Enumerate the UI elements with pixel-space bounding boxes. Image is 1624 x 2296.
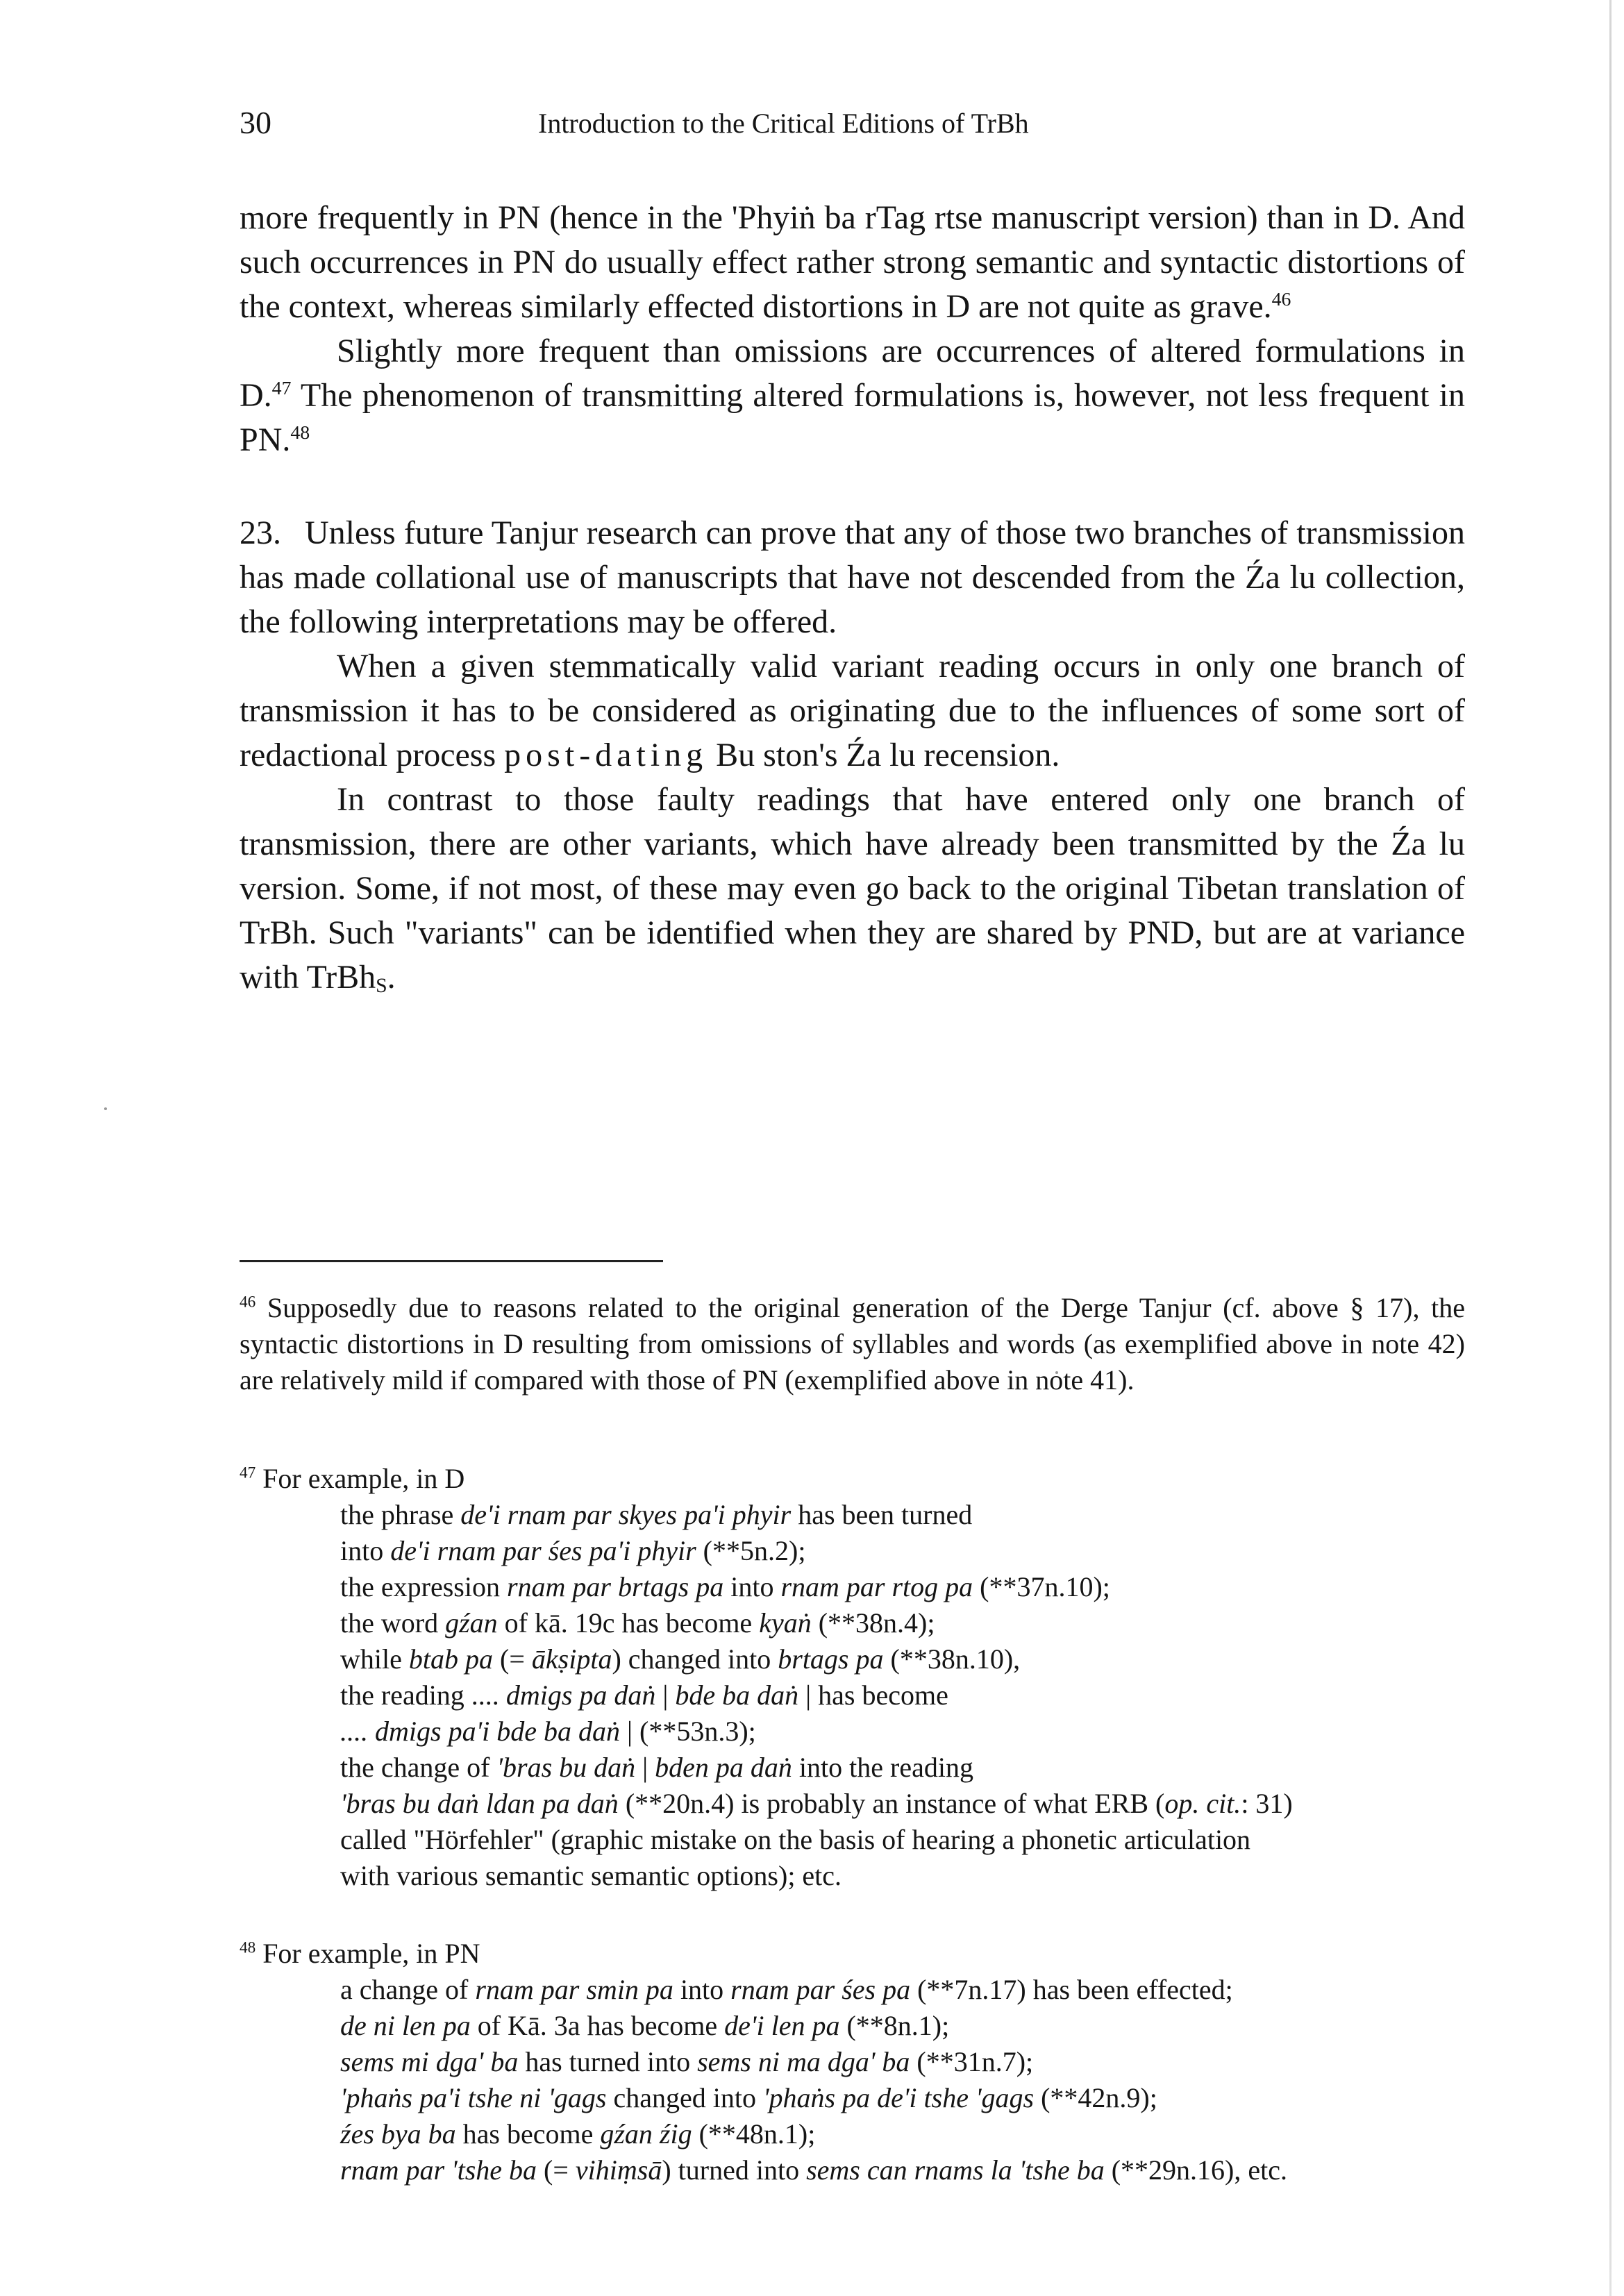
footnote-ref-46: 46	[1271, 289, 1291, 310]
running-title: Introduction to the Critical Editions of TrBh	[538, 108, 1029, 139]
list-item: sems mi dga' ba has turned into sems ni ma dga' ba (**31n.7);	[340, 2046, 1034, 2077]
list-item: called "Hörfehler" (graphic mistake on the basis of hearing a phonetic articulation	[340, 1824, 1251, 1855]
footnotes	[240, 1290, 1465, 2188]
list-item: .... dmigs pa'i bde ba daṅ | (**53n.3);	[340, 1716, 756, 1747]
list-item: into de'i rnam par śes pa'i phyir (**5n.2);	[340, 1535, 806, 1566]
scan-speck	[104, 1107, 107, 1110]
footnote-number: 47	[240, 1464, 256, 1482]
section-number: 23.	[240, 514, 281, 551]
page-number: 30	[240, 105, 271, 140]
list-item: the change of 'bras bu daṅ | bden pa daṅ into the reading	[340, 1752, 973, 1783]
paragraph-altered-formulations: Slightly more frequent than omissions are occurrences of altered formulations in D.$^{47}$ The phenomenon of transmitting altered formulations is, however, not less frequent in PN.$^{48}$	[240, 333, 1465, 458]
footnote-48: $^{48}$ For example, in PN a change of rnam par smin pa into rnam par śes pa (**7n.17) has been effected; de ni len pa of Kā. 3a has become de'i len pa (**8n.1); sems mi dga' ba has turned into sems ni ma dga' ba (**31n.7); 'phaṅs pa'i tshe ni 'gags changed into 'phaṅs pa de'i tshe 'gags (**42n.9); źes bya ba has become gźan źig (**48n.1); rnam par 'tshe ba (= vihiṃsā) turned into sems can rnams la 'tshe ba (**29n.16), etc.	[240, 1936, 1465, 2188]
list-item: the phrase de'i rnam par skyes pa'i phyir has been turned	[340, 1499, 973, 1530]
list-item: the word gźan of kā. 19c has become kyaṅ (**38n.4);	[340, 1607, 935, 1639]
list-item: 'bras bu daṅ ldan pa daṅ (**20n.4) is probably an instance of what ERB (op. cit.: 31)	[340, 1788, 1293, 1819]
subscript-s: S	[376, 974, 387, 997]
list-item: rnam par 'tshe ba (= vihiṃsā) turned into sems can rnams la 'tshe ba (**29n.16), etc.	[340, 2154, 1287, 2186]
footnote-46: $^{46}$ Supposedly due to reasons related to the original generation of the Derge Tanjur (cf. above § 17), the syntactic distortions in D resulting from omissions of syllables and words (as exemplified above in note 42) are relatively mild if compared with those of PN (exemplified above in note 41).	[240, 1292, 1465, 1396]
list-item: de ni len pa of Kā. 3a has become de'i len pa (**8n.1);	[340, 2010, 950, 2041]
running-header	[0, 104, 1624, 160]
main-text	[240, 196, 1465, 1008]
footnote-separator	[240, 1260, 663, 1262]
list-item: with various semantic semantic options); etc.	[340, 1860, 842, 1891]
list-item: źes bya ba has become gźan źig (**48n.1);	[340, 2118, 816, 2150]
list-item: the reading .... dmigs pa daṅ | bde ba daṅ | has become	[340, 1679, 948, 1711]
example-list	[240, 1972, 1465, 2188]
paragraph-continuation: more frequently in PN (hence in the 'Phyiṅ ba rTag rtse manuscript version) than in D. And such occurrences in PN do usually effect rather strong semantic and syntactic distortions of the context, whereas similarly effected distortions in D are not quite as grave.$^{46}$	[240, 199, 1465, 325]
footnote-47: $^{47}$ For example, in D the phrase de'i rnam par skyes pa'i phyir has been turned into de'i rnam par śes pa'i phyir (**5n.2); the expression rnam par brtags pa into rnam par rtog pa (**37n.10); the word gźan of kā. 19c has become kyaṅ (**38n.4); while btab pa (= ākṣipta) changed into brtags pa (**38n.10), the reading .... dmigs pa daṅ | bde ba daṅ | has become .... dmigs pa'i bde ba daṅ | (**53n.3); the change of 'bras bu daṅ | bden pa daṅ into the reading 'bras bu daṅ ldan pa daṅ (**20n.4) is probably an instance of what ERB (op. cit.: 31) called "Hörfehler" (graphic mistake on the basis of hearing a phonetic articulation with various semantic semantic options); etc.	[240, 1461, 1465, 1894]
page-edge-shadow	[1609, 0, 1612, 2296]
paragraph-variant-reading: When a given stemmatically valid variant reading occurs in only one branch of transmission it has to be considered as originating due to the influences of some sort of redactional process post-dating Bu ston's Źa lu recension.	[240, 648, 1465, 773]
list-item: while btab pa (= ākṣipta) changed into brtags pa (**38n.10),	[340, 1643, 1021, 1675]
list-item: the expression rnam par brtags pa into rnam par rtog pa (**37n.10);	[340, 1571, 1110, 1602]
footnote-number: 48	[240, 1938, 256, 1957]
list-item: 'phaṅs pa'i tshe ni 'gags changed into 'phaṅs pa de'i tshe 'gags (**42n.9);	[340, 2082, 1157, 2113]
example-list	[240, 1497, 1465, 1894]
section-23-paragraph: 23. Unless future Tanjur research can prove that any of those two branches of transmission has made collational use of manuscripts that have not descended from the Źa lu collection, the following interpretations may be offered.	[240, 514, 1465, 640]
paragraph-faulty-readings: In contrast to those faulty readings that have entered only one branch of transmission, there are other variants, which have already been transmitted by the Źa lu version. Some, if not most, of these may even go back to the original Tibetan translation of TrBh. Such "variants" can be identified when they are shared by PND, but are at variance with TrBh$_S$.	[240, 781, 1465, 997]
footnote-ref-48: 48	[290, 422, 310, 444]
emphasized-term: post-dating	[504, 737, 708, 773]
footnote-ref-47: 47	[271, 378, 292, 399]
footnote-number: 46	[240, 1293, 256, 1312]
list-item: a change of rnam par smin pa into rnam par śes pa (**7n.17) has been effected;	[340, 1974, 1233, 2005]
